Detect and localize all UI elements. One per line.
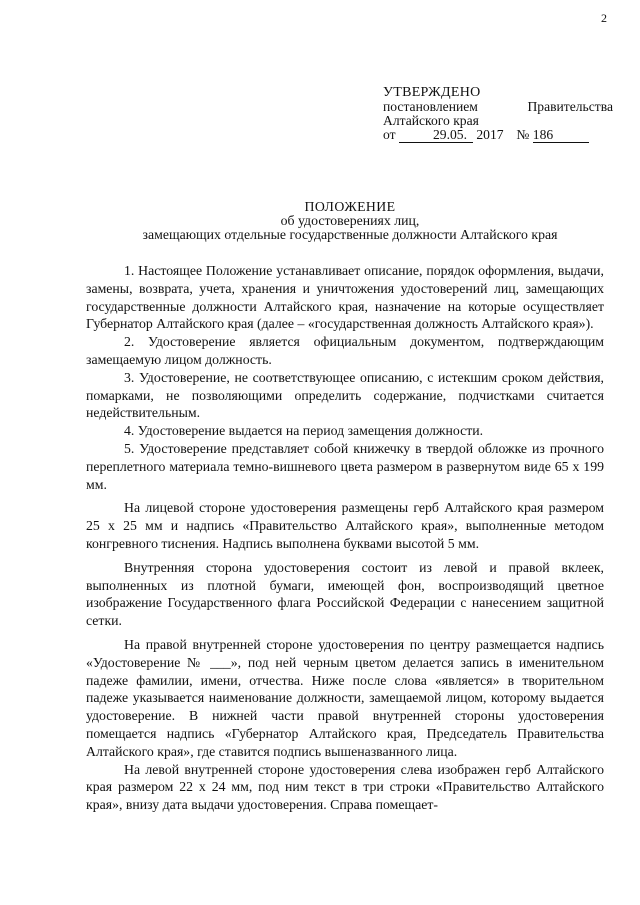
paragraph-7: Внутренняя сторона удостоверения состоит из левой и правой вклеек, выполненных из плотной бумаги, имеющей фон, воспроизводящий цветное изображение Государственного флага Российской Федерации с нанесением защитной сетки.: [86, 559, 604, 629]
approval-region: Алтайского края: [383, 113, 479, 128]
title-line-1: ПОЛОЖЕНИЕ: [304, 199, 396, 214]
paragraph-5: 5. Удостоверение представляет собой книжечку в твердой обложке из прочного переплетного материала темно-вишневого цвета размером в развернутом виде 65 х 199 мм.: [86, 440, 604, 492]
approval-year: 2017: [476, 127, 504, 142]
paragraph-6: На лицевой стороне удостоверения размещены герб Алтайского края размером 25 х 25 мм и надпись «Правительство Алтайского края», выполненные методом конгревного тиснения. Надпись выполнена буквами высотой 5 мм.: [86, 500, 604, 551]
approved-heading: УТВЕРЖДЕНО: [383, 85, 481, 100]
title-line-2: об удостоверениях лиц,: [280, 213, 420, 228]
paragraph-8: На правой внутренней стороне удостоверения по центру размещается надпись «Удостоверение № ___», под ней черным цветом делается запись в именительном падеже фамилии, имени, отчества. Ниже после слова «является» в творительном падеже указывается наименование должности, замещаемой лицом, которому выдается удостоверение. В нижней части правой внутренней стороны удостоверения помещается надпись «Губернатор Алтайского края, Председатель Правительства Алтайского края», где ставится подпись вышеназванного лица.: [86, 636, 604, 759]
approval-line-1: [383, 100, 613, 114]
document-title: [60, 200, 640, 242]
from-label: от: [383, 127, 396, 142]
approval-government-label: Правительства: [527, 99, 613, 114]
paragraph-2: 2. Удостоверение является официальным документом, подтверждающим замещаемую лицом должность.: [86, 334, 604, 367]
approval-date-field: [399, 128, 473, 143]
approval-date: 29.05.: [432, 127, 467, 142]
page-number: 2: [601, 11, 607, 25]
paragraph-4: 4. Удостоверение выдается на период замещения должности.: [124, 423, 484, 439]
document-body: [86, 262, 604, 814]
approval-date-row: [383, 128, 613, 143]
paragraph-9: На левой внутренней стороне удостоверения слева изображен герб Алтайского края размером 22 х 24 мм, под ним текст в три строки «Правительство Алтайского края», внизу дата выдачи удостоверения. Справа помещает-: [86, 761, 604, 813]
paragraph-1: 1. Настоящее Положение устанавливает описание, порядок оформления, выдачи, замены, возврата, учета, хранения и уничтожения удостоверений лиц, замещающих государственные должности Алтайского края, назначение на которые осуществляет Губернатор Алтайского края (далее – «государственная должность Алтайского края»).: [86, 263, 604, 332]
approval-resolution-label: постановлением: [383, 99, 478, 114]
paragraph-3: 3. Удостоверение, не соответствующее описанию, с истекшим сроком действия, помарками, не позволяющими определить содержание, подчистками считается недействительным.: [86, 369, 604, 421]
approval-number: 186: [532, 127, 554, 142]
number-label: №: [516, 127, 530, 142]
approval-stamp: [383, 86, 613, 143]
title-line-3: замещающих отдельные государственные должности Алтайского края: [142, 227, 558, 242]
approval-number-field: [533, 128, 589, 143]
